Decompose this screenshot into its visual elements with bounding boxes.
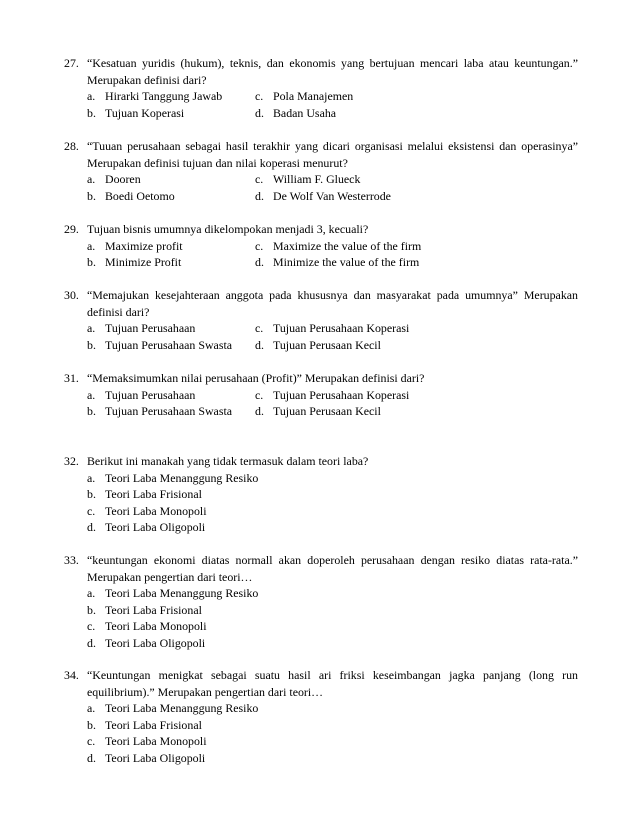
option-text: Teori Laba Menanggung Resiko: [105, 470, 259, 485]
question-number: 29.: [64, 222, 79, 236]
question-stem: Berikut ini manakah yang tidak termasuk dalam teori laba?: [87, 454, 369, 468]
option-letter: b.: [87, 602, 96, 617]
option-text: Hirarki Tanggung Jawab: [105, 89, 223, 103]
option-letter: a.: [87, 470, 96, 485]
answer-options: [64, 700, 578, 766]
option-text: Tujuan Perusaan Kecil: [273, 404, 381, 418]
option-letter: a.: [87, 387, 96, 402]
option-letter: b.: [87, 404, 96, 418]
option-letter: d.: [255, 105, 264, 120]
option-letter: a.: [87, 701, 96, 715]
question-28: [64, 138, 578, 204]
option-letter: c.: [87, 619, 96, 633]
option-text: Boedi Oetomo: [105, 188, 175, 203]
option-letter: c.: [87, 503, 96, 518]
option-text: De Wolf Van Westerrode: [273, 188, 391, 203]
option-text: Teori Laba Oligopoli: [105, 750, 206, 765]
question-number: 34.: [64, 668, 79, 682]
option-letter: c.: [87, 734, 96, 748]
option-letter: b.: [87, 337, 96, 352]
option-letter: a.: [87, 238, 96, 253]
option-text: Teori Laba Oligopoli: [105, 635, 206, 650]
option-text: William F. Glueck: [273, 172, 361, 186]
option-letter: b.: [87, 105, 96, 120]
question-32: [64, 453, 578, 536]
option-letter: d.: [255, 337, 264, 352]
question-number: 30.: [64, 288, 79, 302]
option-letter: a.: [87, 321, 96, 335]
question-30: [64, 287, 578, 353]
option-text: Teori Laba Frisional: [105, 602, 202, 617]
option-text: Tujuan Perusahaan Koperasi: [273, 321, 410, 335]
option-text: Teori Laba Monopoli: [105, 619, 207, 633]
option-text: Teori Laba Frisional: [105, 717, 202, 732]
option-letter: c.: [255, 89, 264, 103]
question-number: 32.: [64, 454, 79, 468]
question-number: 33.: [64, 553, 79, 567]
question-stem: Tujuan bisnis umumnya dikelompokan menjadi 3, kecuali?: [87, 222, 369, 236]
question-stem: “Kesatuan yuridis (hukum), teknis, dan ekonomis yang bertujuan mencari laba atau keuntungan.” Merupakan definisi dari?: [87, 56, 578, 87]
question-27: [64, 55, 578, 121]
option-text: Pola Manajemen: [273, 89, 354, 103]
option-letter: d.: [255, 255, 264, 269]
option-letter: b.: [87, 255, 96, 269]
option-letter: c.: [255, 387, 264, 402]
answer-options: [64, 585, 578, 651]
question-stem: “Memajukan kesejahteraan anggota pada khususnya dan masyarakat pada umumnya” Merupakan definisi dari?: [87, 288, 578, 319]
option-text: Teori Laba Menanggung Resiko: [105, 701, 259, 715]
option-text: Tujuan Perusahaan: [105, 387, 196, 402]
answer-options: [64, 171, 578, 204]
option-letter: b.: [87, 487, 96, 501]
option-text: Tujuan Perusahaan: [105, 321, 196, 335]
option-letter: a.: [87, 586, 96, 600]
option-letter: d.: [87, 635, 96, 650]
question-number: 28.: [64, 139, 79, 153]
option-text: Maximize profit: [105, 238, 183, 253]
question-stem: “Memaksimumkan nilai perusahaan (Profit)” Merupakan definisi dari?: [87, 371, 425, 385]
option-text: Dooren: [105, 172, 141, 186]
answer-options: [64, 470, 578, 536]
option-letter: d.: [255, 404, 264, 418]
option-text: Teori Laba Oligopoli: [105, 520, 206, 534]
answer-options: [64, 387, 578, 420]
option-text: Tujuan Perusahaan Koperasi: [273, 387, 410, 402]
option-text: Teori Laba Monopoli: [105, 734, 207, 748]
answer-options: [64, 238, 578, 271]
question-31: [64, 370, 578, 420]
option-letter: b.: [87, 717, 96, 732]
question-number: 27.: [64, 56, 79, 70]
option-text: Badan Usaha: [273, 105, 337, 120]
option-letter: d.: [255, 188, 264, 203]
option-text: Tujuan Koperasi: [105, 105, 185, 120]
option-letter: c.: [255, 172, 264, 186]
option-letter: b.: [87, 188, 96, 203]
question-stem: “keuntungan ekonomi diatas normall akan doperoleh perusahaan dengan resiko diatas rata-rata.” Merupakan pengertian dari teori…: [87, 553, 578, 584]
answer-options: [64, 320, 578, 353]
option-letter: c.: [255, 321, 264, 335]
question-34: [64, 667, 578, 766]
option-text: Minimize the value of the firm: [273, 255, 420, 269]
option-text: Teori Laba Monopoli: [105, 503, 207, 518]
option-letter: a.: [87, 172, 96, 186]
option-text: Minimize Profit: [105, 255, 182, 269]
option-text: Tujuan Perusahaan Swasta: [105, 337, 233, 352]
option-letter: a.: [87, 89, 96, 103]
question-number: 31.: [64, 371, 79, 385]
option-text: Tujuan Perusahaan Swasta: [105, 404, 233, 418]
option-text: Tujuan Perusaan Kecil: [273, 337, 381, 352]
question-stem: “Keuntungan menigkat sebagai suatu hasil ari friksi keseimbangan jagka panjang (long run equilibrium).” Merupakan pengertian dari teori…: [87, 668, 578, 699]
question-33: [64, 552, 578, 651]
option-letter: d.: [87, 520, 96, 534]
question-stem: “Tuuan perusahaan sebagai hasil terakhir yang dicari organisasi melalui eksistensi dan operasinya” Merupakan definisi tujuan dan nilai koperasi menurut?: [87, 139, 578, 170]
option-letter: c.: [255, 238, 264, 253]
question-29: [64, 221, 578, 271]
option-text: Teori Laba Menanggung Resiko: [105, 586, 259, 600]
option-text: Maximize the value of the firm: [273, 238, 422, 253]
option-letter: d.: [87, 750, 96, 765]
answer-options: [64, 88, 578, 121]
option-text: Teori Laba Frisional: [105, 487, 202, 501]
